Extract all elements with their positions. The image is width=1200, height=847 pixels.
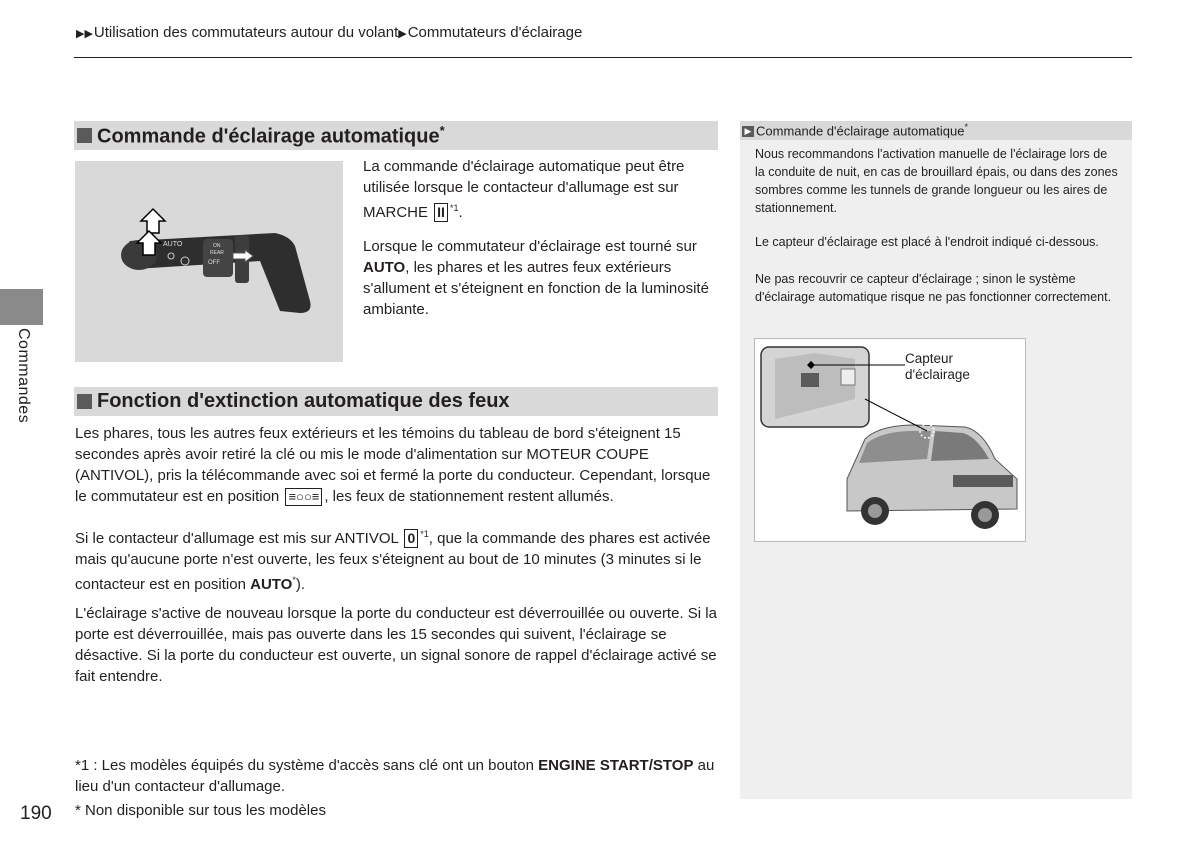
sidebar-paragraph-1: Nous recommandons l'activation manuelle de l'éclairage lors de la conduite de nuit, en cas de brouillard épais, ou dans des zones sombres comme les tunnels de grande longueur ou les aires de stationnement. (755, 147, 1118, 215)
availability-mark: * (439, 122, 445, 138)
p2-text: Si le contacteur d'allumage est mis sur ANTIVOL (75, 530, 403, 547)
section1-paragraph-2 (363, 236, 713, 320)
callout-line-1: Capteur (905, 351, 954, 366)
sidebar-paragraph-3: Ne pas recouvrir ce capteur d'éclairage ; sinon le système d'éclairage automatique risque ne pas fonctionner correctement. (755, 272, 1112, 304)
footnote-1-text: *1 : Les modèles équipés du système d'accès sans clé ont un bouton (75, 757, 539, 774)
sidebar-header (740, 121, 1132, 140)
heading-square-icon (77, 394, 92, 409)
footnote-ref: *1 (420, 529, 429, 539)
footnote-1-end: au lieu d'un contacteur d'allumage. (75, 757, 715, 795)
section1-paragraph-1 (363, 156, 713, 223)
light-lever-illustration (75, 161, 343, 362)
sensor-callout (905, 351, 970, 383)
section-heading-auto-lighting (74, 121, 718, 150)
section2-paragraph-3: L'éclairage s'active de nouveau lorsque la porte du conducteur est déverrouillée ou ouverte. Si la porte est déverrouillée, mais pas ouverte dans les 15 secondes qui suivent, l'éclairage se désactive. Si la porte du conducteur est ouverte, un signal sonore de rappel d'éclairage activé se fait entendre. (75, 605, 717, 685)
p2-end: , les phares et les autres feux extérieurs s'allument et s'éteignent en fonction de la luminosité ambiante. (363, 259, 709, 318)
lever-label-auto: AUTO (163, 241, 183, 248)
sidebar-title: Commande d'éclairage automatique (756, 123, 965, 139)
footnote-ref: *1 (449, 203, 459, 213)
sensor-location-figure (754, 338, 1026, 542)
footnote-1 (75, 755, 717, 797)
heading-square-icon (77, 128, 92, 143)
header-divider (74, 57, 1132, 58)
auto-bold: AUTO (250, 576, 293, 593)
p1-text: La commande d'éclairage automatique peut être utilisée lorsque le contacteur d'allumage est sur MARCHE (363, 158, 685, 221)
lever-label-hi: HI (167, 223, 172, 229)
p1-end: , les feux de stationnement restent allumés. (324, 488, 614, 505)
p2-text: Lorsque le commutateur d'éclairage est tourné sur (363, 238, 697, 255)
availability-ref: * (292, 575, 296, 585)
reference-arrow-icon: ▶ (742, 126, 754, 137)
side-tab-marker (0, 289, 43, 325)
p1-end: . (458, 204, 463, 221)
availability-mark: * (964, 122, 968, 132)
section2-paragraph-2 (75, 524, 717, 595)
section-title: Fonction d'extinction automatique des feux (97, 390, 510, 412)
ignition-key-ii: II (434, 203, 448, 222)
double-arrow-icon: ▶▶ (76, 28, 93, 40)
page-number: 190 (20, 803, 52, 824)
breadcrumb (76, 24, 582, 41)
arrow-icon: ▶ (398, 28, 407, 40)
breadcrumb-item-1[interactable]: Utilisation des commutateurs autour du volant (93, 24, 399, 41)
footnote-2: * Non disponible sur tous les modèles (75, 802, 326, 819)
callout-line-2: d'éclairage (905, 367, 970, 382)
sidebar-paragraph-2: Le capteur d'éclairage est placé à l'endroit indiqué ci-dessous. (755, 235, 1099, 249)
side-tab-label: Commandes (15, 328, 32, 424)
section-heading-auto-off (74, 387, 718, 416)
section-title: Commande d'éclairage automatique (97, 125, 440, 148)
section2-paragraph-1 (75, 423, 717, 507)
engine-start-bold: ENGINE START/STOP (538, 757, 694, 774)
car-drawing (755, 339, 1025, 541)
parking-lights-icon: ≡○○≡ (285, 488, 322, 506)
auto-bold: AUTO (363, 259, 406, 276)
lever-drawing (75, 161, 343, 362)
lever-label-on: ON (213, 243, 221, 249)
lever-label-rear: REAR (210, 250, 224, 256)
breadcrumb-item-2[interactable]: Commutateurs d'éclairage (407, 24, 583, 41)
ignition-key-0: 0 (404, 529, 418, 548)
p1-text: Les phares, tous les autres feux extérieurs et les témoins du tableau de bord s'éteignent 15 secondes après avoir retiré la clé ou mis le mode d'alimentation sur MOTEUR COUPE (ANTIVOL), pris la télécommande avec soi et fermé la porte du conducteur. Cependant, lorsque le commutateur est en position (75, 425, 711, 505)
p2-mid: , que la commande des phares est activée mais qu'aucune porte n'est ouverte, les feux s'éteignent au bout de 10 minutes (3 minutes si le contacteur est en position (75, 530, 711, 593)
p2-end: ). (295, 576, 306, 593)
lever-label-off: OFF (208, 260, 220, 266)
